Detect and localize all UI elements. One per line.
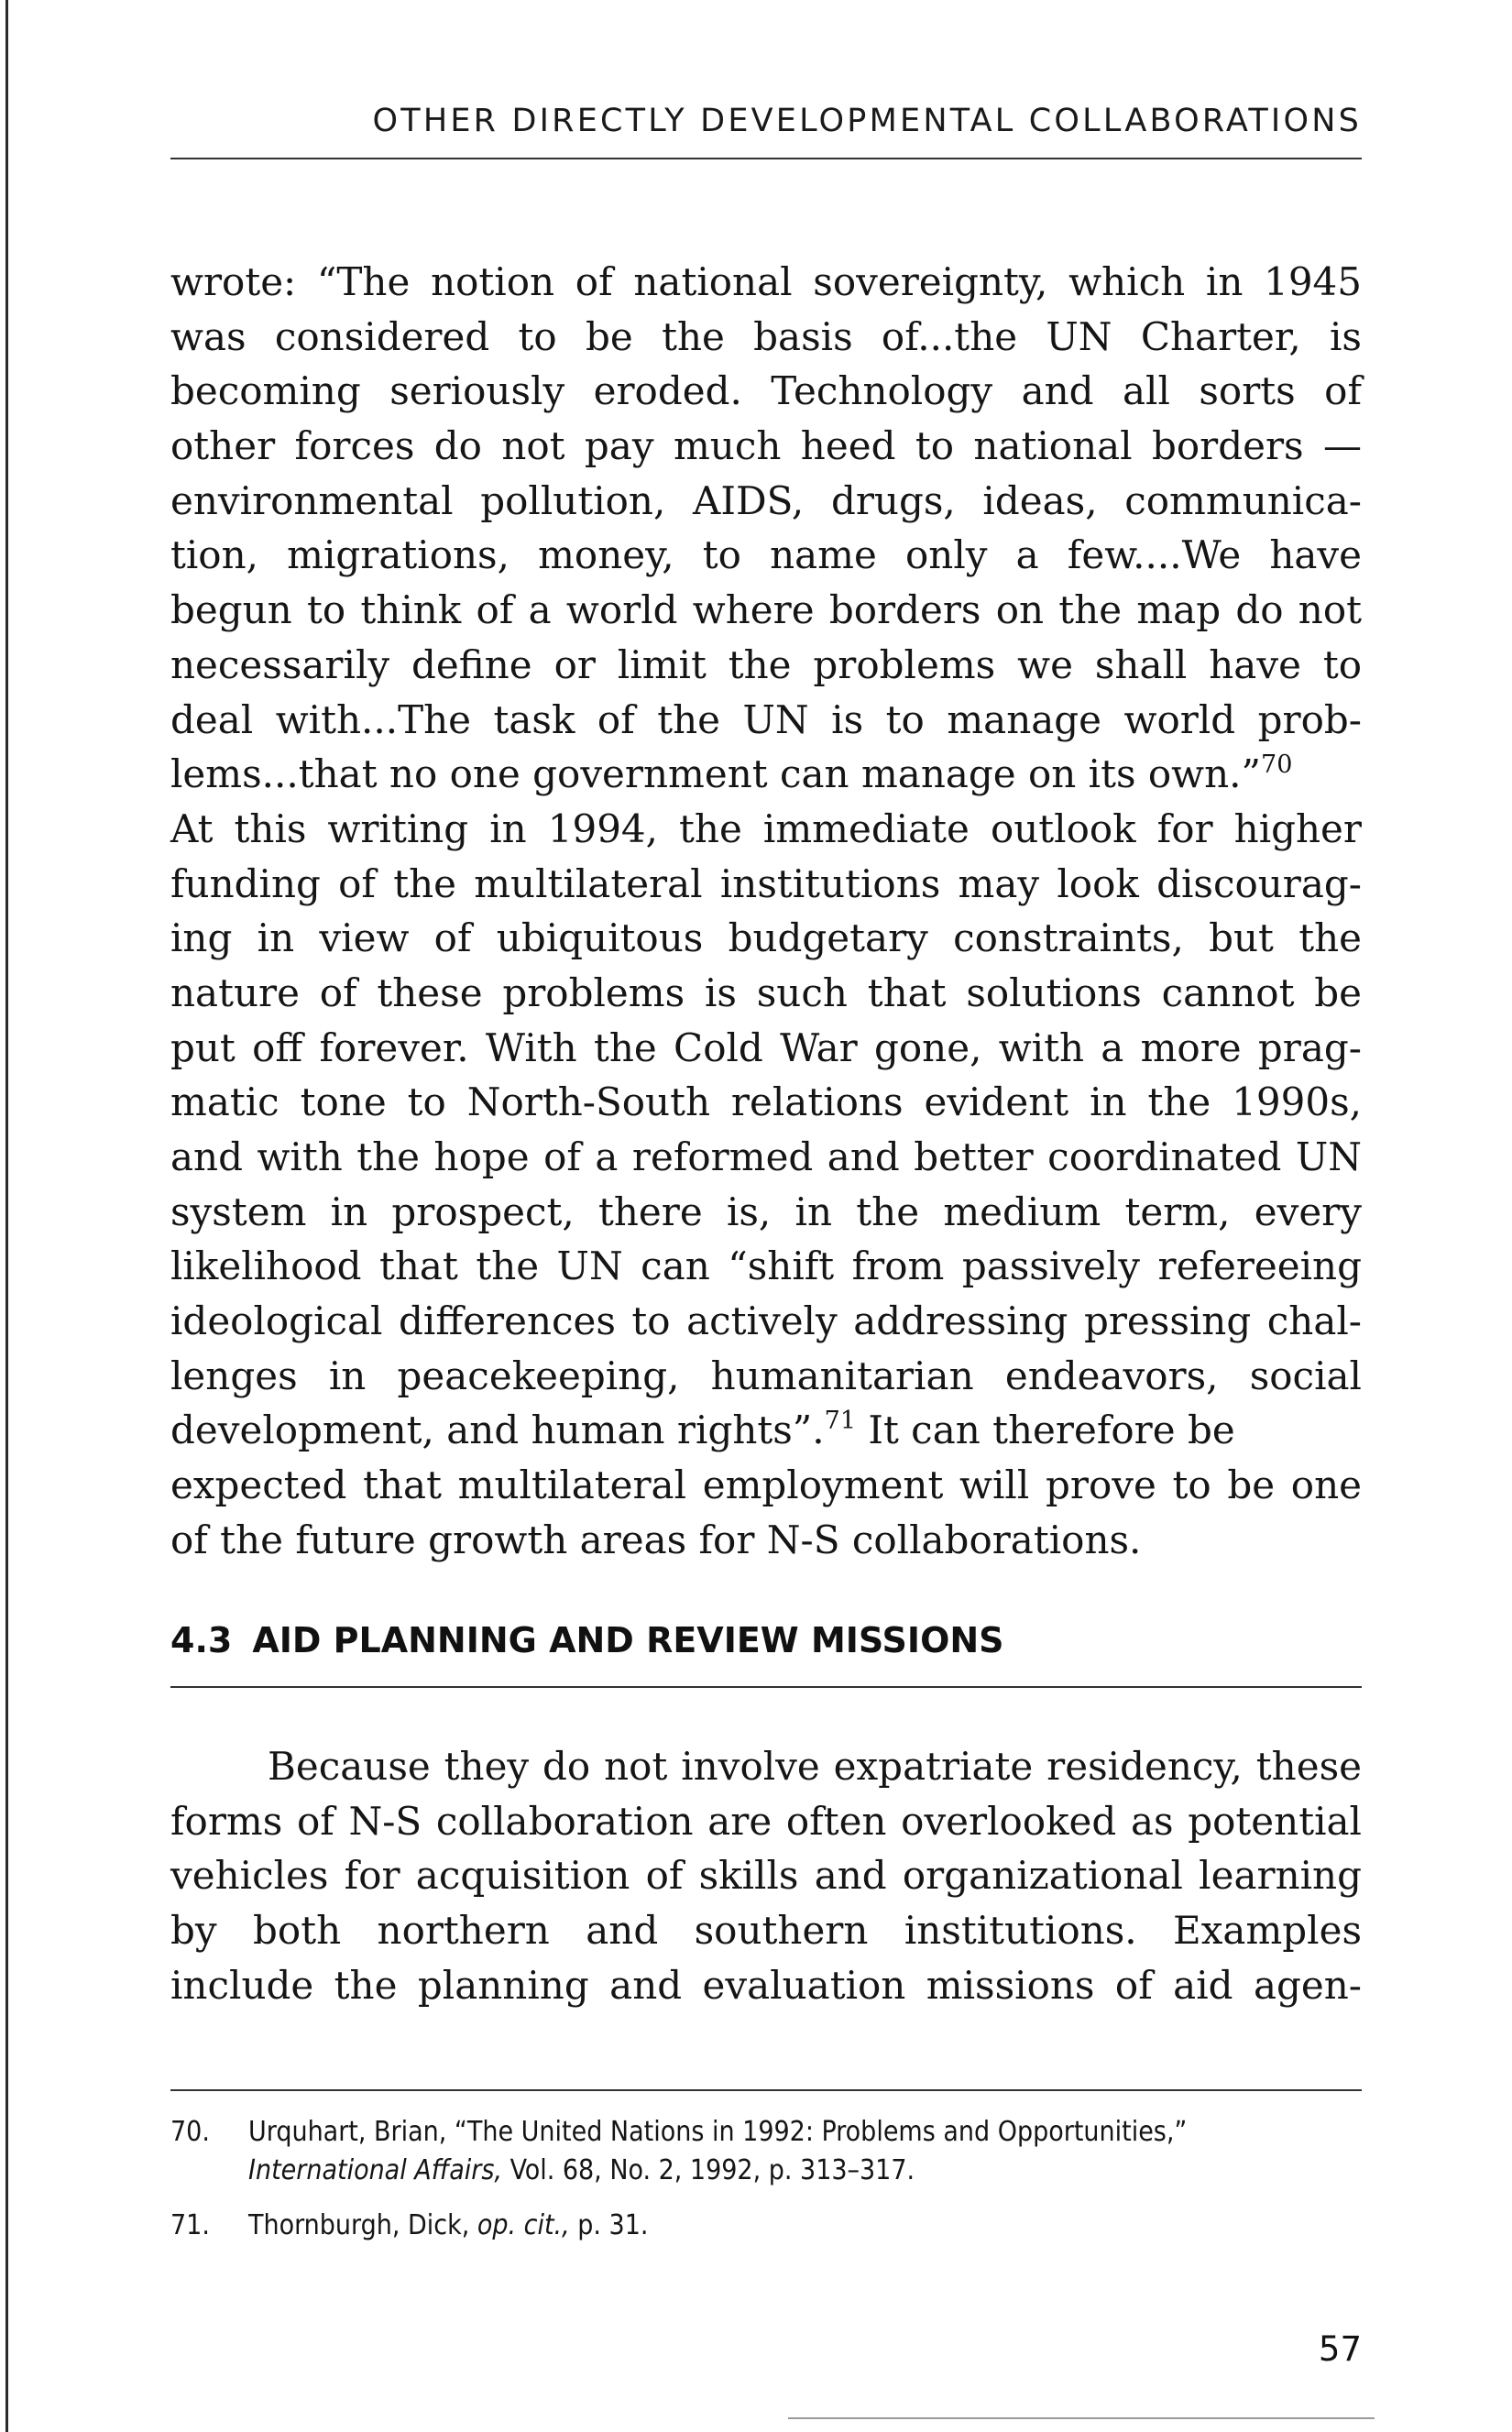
text-line: ing in view of ubiquitous budgetary constraints, but the <box>170 915 1362 961</box>
text-line: likelihood that the UN can “shift from passively refereeing <box>170 1243 1362 1289</box>
paragraph-1 <box>170 255 1362 1568</box>
text-line: system in prospect, there is, in the medium term, every <box>170 1189 1362 1234</box>
footnote-rule <box>170 2089 1362 2091</box>
paragraph-2 <box>170 1739 1362 2012</box>
running-head <box>170 99 1362 159</box>
text-line: lenges in peacekeeping, humanitarian endeavors, social <box>170 1353 1362 1398</box>
text-line: of the future growth areas for N-S collaborations. <box>170 1517 1142 1562</box>
text-line: wrote: “The notion of national sovereignty, which in 1945 <box>170 259 1362 304</box>
text-line: funding of the multilateral institutions may look discourag- <box>170 860 1362 906</box>
page-number: 57 <box>1318 2329 1362 2369</box>
footnote-number: 70. <box>170 2116 210 2148</box>
section-heading <box>170 1611 1362 1688</box>
text-line: matic tone to North-South relations evident in the 1990s, <box>170 1079 1362 1125</box>
text-line: include the planning and evaluation missions of aid agen- <box>170 1962 1362 2008</box>
text-line: by both northern and southern institutions. Examples <box>170 1908 1362 1954</box>
footnote-ref-71[interactable]: 71 <box>824 1407 856 1436</box>
text-line: Because they do not involve expatriate residency, these <box>268 1744 1362 1789</box>
text-line: other forces do not pay much heed to national borders — <box>170 423 1362 469</box>
section-title: AID PLANNING AND REVIEW MISSIONS <box>252 1620 1004 1660</box>
footnote-op-cit: op. cit., <box>477 2209 570 2241</box>
text-line: was considered to be the basis of...the UN Charter, is <box>170 313 1362 359</box>
text-line: put off forever. With the Cold War gone, with a more prag- <box>170 1024 1362 1070</box>
footnote-journal: International Affairs, <box>248 2154 502 2186</box>
text-line: environmental pollution, AIDS, drugs, ideas, communica- <box>170 477 1362 523</box>
text-line-with-footnote <box>170 747 1362 802</box>
text-line: tion, migrations, money, to name only a few....We have <box>170 532 1362 578</box>
running-head-text: OTHER DIRECTLY DEVELOPMENTAL COLLABORATIONS <box>372 103 1362 139</box>
scan-edge-left <box>5 0 8 2432</box>
scan-edge-bottom <box>788 2417 1375 2419</box>
text-line: At this writing in 1994, the immediate outlook for higher <box>170 805 1362 851</box>
section-rule <box>170 1686 1362 1688</box>
text-line: lems...that no one government can manage on its own.” <box>170 751 1262 797</box>
footnotes <box>170 2113 1362 2262</box>
footnote-text: Urquhart, Brian, “The United Nations in 1992: Problems and Opportunities,” <box>248 2116 1188 2148</box>
footnote-citation: Vol. 68, No. 2, 1992, p. 313–317. <box>502 2154 915 2186</box>
text-line: development, and human rights”. <box>170 1408 825 1453</box>
footnote-71 <box>170 2207 1362 2245</box>
text-line-with-footnote <box>170 1403 1362 1458</box>
footnote-text: Thornburgh, Dick, <box>248 2209 477 2241</box>
text-line: becoming seriously eroded. Technology and all sorts of <box>170 368 1362 414</box>
footnote-page: p. 31. <box>569 2209 649 2241</box>
text-line: begun to think of a world where borders on the map do not <box>170 587 1362 633</box>
section-number: 4.3 <box>170 1620 233 1660</box>
text-line: necessarily define or limit the problems we shall have to <box>170 641 1362 687</box>
text-line: forms of N-S collaboration are often overlooked as potential <box>170 1798 1362 1844</box>
footnote-number: 71. <box>170 2209 210 2241</box>
text-line: vehicles for acquisition of skills and organizational learning <box>170 1853 1362 1899</box>
text-line: nature of these problems is such that solutions cannot be <box>170 970 1362 1015</box>
footnote-70 <box>170 2113 1362 2190</box>
text-line: expected that multilateral employment will prove to be one <box>170 1462 1362 1508</box>
footnote-ref-70[interactable]: 70 <box>1261 750 1293 780</box>
text-line: and with the hope of a reformed and better coordinated UN <box>170 1134 1362 1179</box>
text-line: deal with...The task of the UN is to manage world prob- <box>170 696 1362 742</box>
text-line: It can therefore be <box>856 1408 1235 1453</box>
text-line: ideological differences to actively addressing pressing chal- <box>170 1298 1362 1344</box>
running-head-rule <box>170 158 1362 159</box>
